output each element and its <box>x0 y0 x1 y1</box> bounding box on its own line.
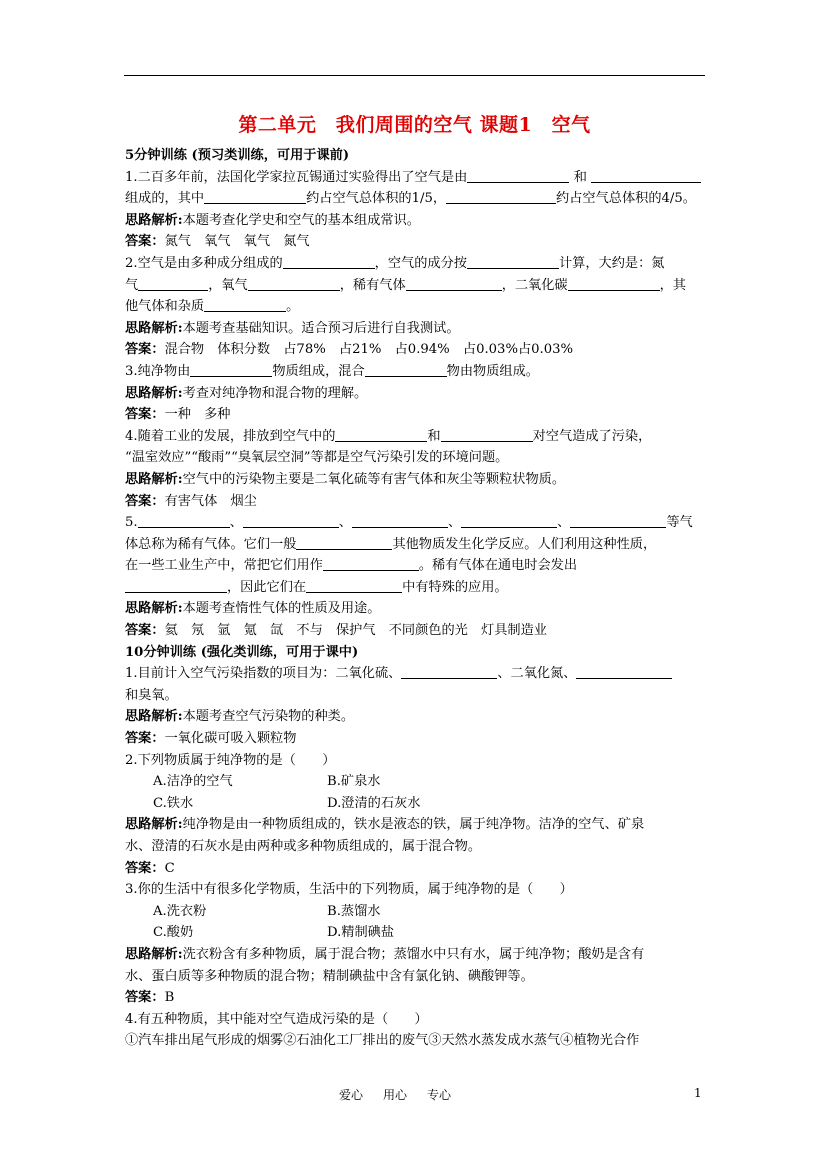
answer: 答案：氮气 氧气 氧气 氮气 <box>125 234 310 250</box>
explanation: 思路解析:纯净物是由一种物质组成的，铁水是液态的铁，属于纯净物。洁净的空气、矿泉 <box>125 817 645 833</box>
blank[interactable] <box>323 556 419 571</box>
blank[interactable] <box>283 254 375 269</box>
practice-1-line-2: 和臭氧。 <box>125 687 178 703</box>
section-heading: 10分钟训练 (强化类训练，可用于课中) <box>125 644 359 660</box>
answer: 答案：一氧化碳可吸入颗粒物 <box>125 731 297 747</box>
option-a[interactable]: A.洁净的空气 <box>153 774 233 790</box>
blank[interactable] <box>138 276 208 291</box>
question-4-line-2: “温室效应”“酸雨”“臭氧层空洞”等都是空气污染引发的环境问题。 <box>125 450 509 466</box>
question-5-line-1: 5. 、 、 、 、 等气 <box>125 515 693 531</box>
explanation: 思路解析:本题考查惰性气体的性质及用途。 <box>125 601 381 617</box>
question-5-line-2: 体总称为稀有气体。它们一般 其他物质发生化学反应。人们利用这种性质， <box>125 536 657 552</box>
blank[interactable] <box>125 578 227 593</box>
document-title: 第二单元 我们周围的空气 课题1 空气 <box>238 114 591 136</box>
answer: 答案：氦 氖 氩 氪 氙 不与 保护气 不同颜色的光 灯具制造业 <box>125 623 547 639</box>
page-number: 1 <box>694 1086 702 1100</box>
blank[interactable] <box>190 362 272 377</box>
section-heading: 5分钟训练 (预习类训练，可用于课前) <box>125 148 350 163</box>
practice-2-question: 2.下列物质属于纯净物的是（ ） <box>125 752 336 768</box>
option-d[interactable]: D.澄清的石灰水 <box>327 795 421 811</box>
blank[interactable] <box>446 189 556 204</box>
blank[interactable] <box>576 664 672 679</box>
options-row <box>125 771 705 793</box>
question-4-line-1: 4.随着工业的发展，排放到空气中的 和 对空气造成了污染， <box>125 428 652 444</box>
answer: 答案：有害气体 烟尘 <box>125 493 257 509</box>
blank[interactable] <box>467 168 569 183</box>
blank[interactable] <box>365 362 447 377</box>
blank[interactable] <box>248 276 340 291</box>
explanation-cont: 水、蛋白质等多种物质的混合物；精制碘盐中含有氯化钠、碘酸钾等。 <box>125 968 534 984</box>
blank[interactable] <box>306 578 402 593</box>
question-2-line-3: 他气体和杂质 。 <box>125 299 300 315</box>
question-2-line-1: 2.空气是由多种成分组成的 ，空气的成分按 计算，大约是：氮 <box>125 255 665 271</box>
blank[interactable] <box>296 535 392 550</box>
blank[interactable] <box>441 427 533 442</box>
explanation: 思路解析:本题考查化学史和空气的基本组成常识。 <box>125 212 420 228</box>
blank[interactable] <box>570 513 666 528</box>
options-row <box>125 922 705 944</box>
option-d[interactable]: D.精制碘盐 <box>327 925 395 941</box>
document-body <box>125 145 705 1052</box>
blank[interactable] <box>461 513 557 528</box>
blank[interactable] <box>568 276 660 291</box>
blank[interactable] <box>204 189 306 204</box>
option-b[interactable]: B.矿泉水 <box>327 774 381 790</box>
option-a[interactable]: A.洗衣粉 <box>153 903 207 919</box>
practice-4-list: ①汽车排出尾气形成的烟雾②石油化工厂排出的废气③天然水蒸发成水蒸气④植物光合作 <box>125 1033 640 1049</box>
explanation: 思路解析:空气中的污染物主要是二氧化硫等有害气体和灰尘等颗粒状物质。 <box>125 471 566 487</box>
options-row <box>125 901 705 923</box>
question-5-line-3: 在一些工业生产中，常把它们用作 。稀有气体在通电时会发出 <box>125 558 578 574</box>
question-2-line-2: 气 ，氧气 ，稀有气体 ，二氧化碳 ，其 <box>125 277 686 293</box>
answer: 答案：C <box>125 860 175 876</box>
question-3: 3.纯净物由 物质组成，混合 物由物质组成。 <box>125 363 539 379</box>
blank[interactable] <box>591 168 701 183</box>
explanation-cont: 水、澄清的石灰水是由两种或多种物质组成的，属于混合物。 <box>125 839 482 854</box>
explanation: 思路解析:洗衣粉含有多种物质，属于混合物；蒸馏水中只有水，属于纯净物；酸奶是含有 <box>125 946 645 962</box>
answer: 答案：一种 多种 <box>125 407 231 423</box>
options-row <box>125 793 705 815</box>
option-c[interactable]: C.酸奶 <box>153 925 194 941</box>
blank[interactable] <box>138 513 230 528</box>
answer: 答案：混合物 体积分数 占78% 占21% 占0.94% 占0.03%占0.03% <box>125 342 574 358</box>
practice-3-question: 3.你的生活中有很多化学物质，生活中的下列物质，属于纯净物的是（ ） <box>125 882 573 898</box>
question-1-line-1: 1.二百多年前，法国化学家拉瓦锡通过实验得出了空气是由 和 <box>125 167 705 189</box>
blank[interactable] <box>335 427 427 442</box>
explanation: 思路解析:本题考查基础知识。适合预习后进行自我测试。 <box>125 320 460 336</box>
option-c[interactable]: C.铁水 <box>153 795 194 811</box>
question-1-line-2: 组成的，其中 约占空气总体积的1/5， 约占空气总体积的4/5。 <box>125 191 696 207</box>
blank[interactable] <box>204 297 286 312</box>
blank[interactable] <box>401 664 497 679</box>
blank[interactable] <box>352 513 448 528</box>
blank[interactable] <box>406 276 502 291</box>
question-5-line-4: ，因此它们在 中有特殊的应用。 <box>125 577 705 599</box>
practice-1-line-1: 1.目前计入空气污染指数的项目为：二氧化硫、 、二氧化氮、 <box>125 663 705 685</box>
footer-slogan: 爱心 用心 专心 <box>339 1088 452 1102</box>
explanation: 思路解析:本题考查空气污染物的种类。 <box>125 709 355 725</box>
blank[interactable] <box>243 513 339 528</box>
blank[interactable] <box>467 254 559 269</box>
answer: 答案：B <box>125 990 175 1006</box>
option-b[interactable]: B.蒸馏水 <box>327 903 381 919</box>
header-rule <box>124 75 705 76</box>
practice-4-question: 4.有五种物质，其中能对空气造成污染的是（ ） <box>125 1011 428 1027</box>
explanation: 思路解析:考查对纯净物和混合物的理解。 <box>125 385 368 401</box>
